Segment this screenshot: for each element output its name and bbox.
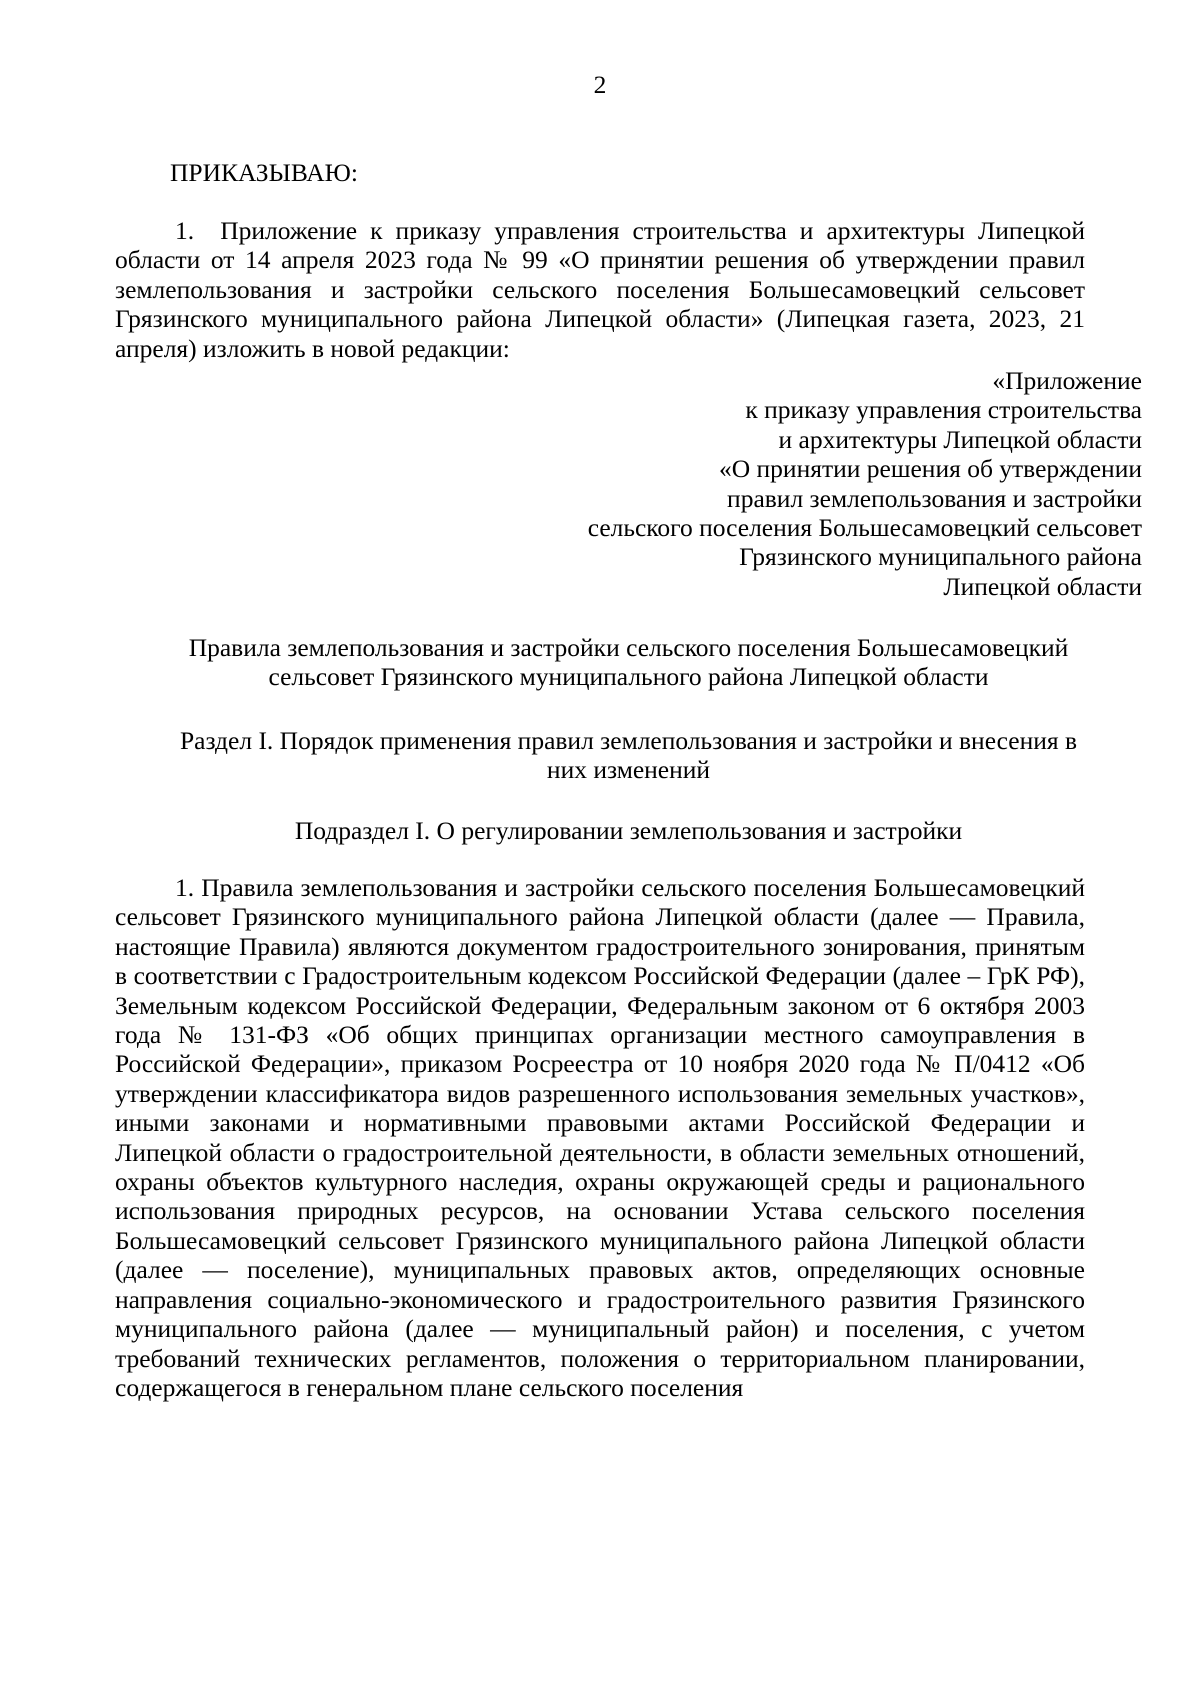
item-1-paragraph <box>115 216 1085 363</box>
appendix-header-line: Грязинского муниципального района <box>739 542 1142 572</box>
paragraph-1-text: Правила землепользования и застройки сельского поселения Большесамовецкий сельсовет Грязинского муниципального района Липецкой области (далее — Правила, настоящие Правила) являются документом градостроительного зонирования, принятым в соответствии с Градостроительным кодексом Российской Федерации (далее – ГрК РФ), Земельным кодексом Российской Федерации, Федеральным законом от 6 октября 2003 года № 131-ФЗ «Об общих принципах организации местного самоуправления в Российской Федерации», приказом Росреестра от 10 ноября 2020 года № П/0412 «Об утверждении классификатора видов разрешенного использования земельных участков», иными законами и нормативными правовыми актами Российской Федерации и Липецкой области о градостроительной деятельности, в области земельных отношений, охраны объектов культурного наследия, охраны окружающей среды и рационального использования природных ресурсов, на основании Устава сельского поселения Большесамовецкий сельсовет Грязинского муниципального района Липецкой области (далее — поселение), муниципальных правовых актов, определяющих основные направления социально-экономического и градостроительного развития Грязинского муниципального района (далее — муниципальный район) и поселения, с учетом требований технических регламентов, положения о территориальном планировании, содержащегося в генеральном плане сельского поселения <box>115 873 1085 1402</box>
rules-title-line: Правила землепользования и застройки сельского поселения Большесамовецкий <box>188 633 1069 662</box>
appendix-header-line: сельского поселения Большесамовецкий сельсовет <box>587 513 1142 543</box>
subsection-title: Подраздел I. О регулировании землепользования и застройки <box>294 816 963 845</box>
appendix-header-line: «О принятии решения об утверждении <box>719 454 1142 484</box>
appendix-header-line: к приказу управления строительства <box>745 395 1142 425</box>
section-title-line: них изменений <box>546 755 711 785</box>
appendix-header <box>500 366 1142 601</box>
appendix-header-line: правил землепользования и застройки <box>727 483 1142 513</box>
item-1-text: Приложение к приказу управления строительства и архитектуры Липецкой области от 14 апреля 2023 года № 99 «О принятии решения об утверждении правил землепользования и застройки сельского поселения Большесамовецкий сельсовет Грязинского муниципального района Липецкой области» (Липецкая газета, 2023, 21 апреля) изложить в новой редакции: <box>115 216 1086 363</box>
paragraph-1-number: 1. <box>175 873 195 902</box>
page-number: 2 <box>593 70 607 99</box>
appendix-header-line: и архитектуры Липецкой области <box>778 424 1142 454</box>
order-heading: ПРИКАЗЫВАЮ: <box>170 158 358 187</box>
paragraph-1 <box>115 873 1085 1402</box>
appendix-header-line: «Приложение <box>992 366 1142 395</box>
rules-title <box>115 633 1142 692</box>
section-title-line: Раздел I. Порядок применения правил землепользования и застройки и внесения в <box>179 726 1078 755</box>
section-title <box>115 726 1142 785</box>
item-1-number: 1. <box>175 216 195 245</box>
appendix-header-line: Липецкой области <box>943 571 1142 601</box>
rules-title-line: сельсовет Грязинского муниципального района Липецкой области <box>268 662 989 692</box>
